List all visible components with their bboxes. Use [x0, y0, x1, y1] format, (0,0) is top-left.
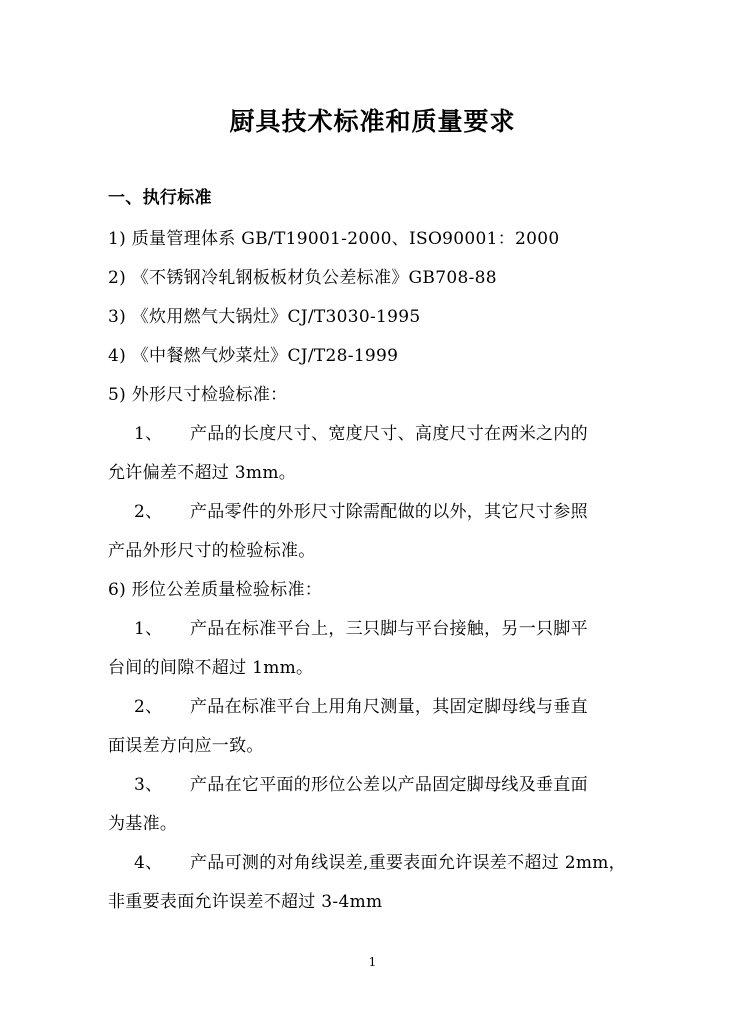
item-number: 2、 — [134, 502, 163, 522]
list-item-line — [134, 770, 588, 795]
list-item-line — [134, 848, 626, 873]
tolerance-section-label: 6) 形位公差质量检验标准： — [108, 580, 323, 600]
item-number: 1、 — [134, 424, 163, 444]
item-text: 产品在它平面的形位公差以产品固定脚母线及垂直面 — [190, 775, 588, 795]
list-item-continuation: 台间的间隙不超过 1mm。 — [108, 658, 314, 678]
item-number: 1、 — [134, 619, 163, 639]
list-item-continuation: 为基准。 — [108, 814, 178, 834]
item-text: 产品可测的对角线误差,重要表面允许误差不超过 2mm， — [190, 853, 626, 873]
list-item-continuation: 面误差方向应一致。 — [108, 736, 264, 756]
list-item-continuation: 非重要表面允许误差不超过 3-4mm — [108, 892, 383, 912]
standard-item: 3) 《炊用燃气大锅灶》CJ/T3030-1995 — [108, 307, 421, 327]
list-item-line — [134, 692, 588, 717]
item-text: 产品在标准平台上用角尺测量，其固定脚母线与垂直 — [190, 697, 588, 717]
item-number: 2、 — [134, 697, 163, 717]
list-item-line — [134, 497, 588, 522]
list-item-continuation: 产品外形尺寸的检验标准。 — [108, 541, 316, 561]
item-text: 产品的长度尺寸、宽度尺寸、高度尺寸在两米之内的 — [190, 424, 588, 444]
list-item-line — [134, 614, 588, 639]
item-text: 产品在标准平台上，三只脚与平台接触，另一只脚平 — [190, 619, 588, 639]
list-item-continuation: 允许偏差不超过 3mm。 — [108, 463, 297, 483]
document-title: 厨具技术标准和质量要求 — [229, 107, 516, 136]
item-number: 3、 — [134, 775, 163, 795]
standard-item: 2) 《不锈钢冷轧钢板板材负公差标准》GB708-88 — [108, 268, 497, 288]
item-number: 4、 — [134, 853, 163, 873]
standard-item: 1) 质量管理体系 GB/T19001-2000、ISO90001：2000 — [108, 229, 560, 249]
dimension-section-label: 5) 外形尺寸检验标准： — [108, 385, 288, 405]
page-number: 1 — [368, 955, 377, 969]
section-heading: 一、执行标准 — [108, 188, 212, 208]
standard-item: 4) 《中餐燃气炒菜灶》CJ/T28-1999 — [108, 346, 399, 366]
item-text: 产品零件的外形尺寸除需配做的以外，其它尺寸参照 — [190, 502, 588, 522]
list-item-line — [134, 419, 588, 444]
